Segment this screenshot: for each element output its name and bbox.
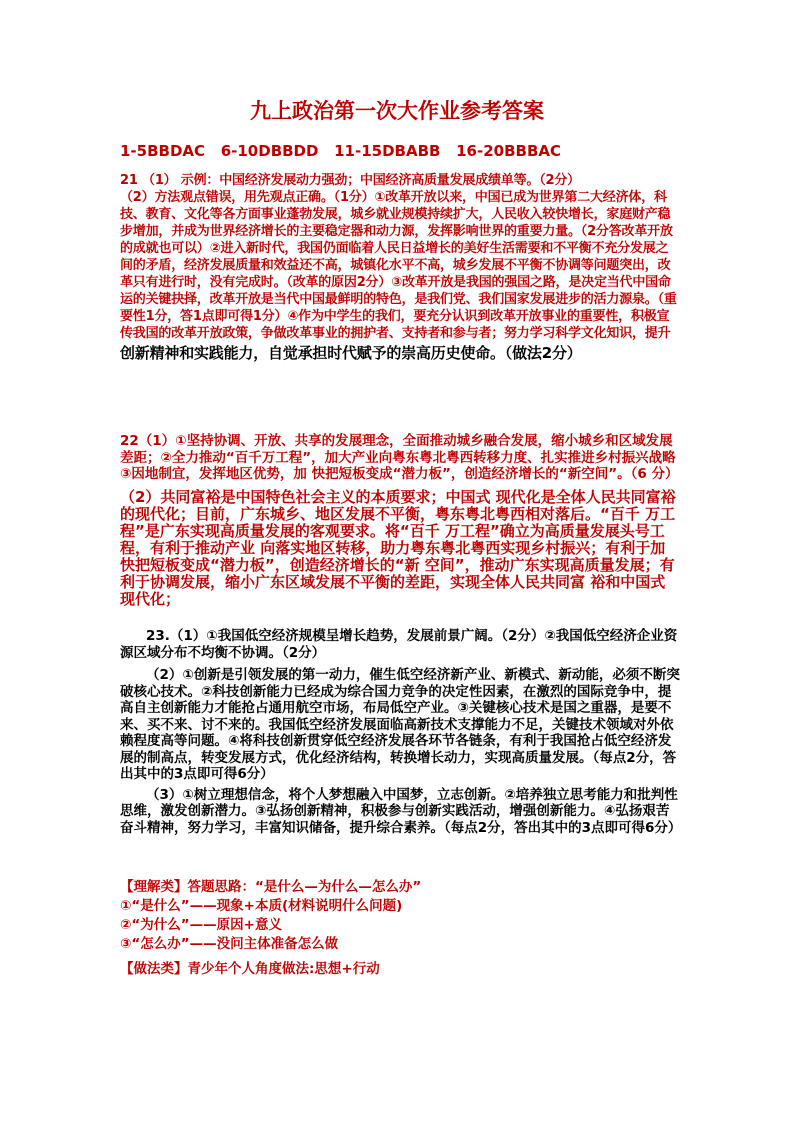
- tip-why: ②“为什么”——原因+意义: [120, 917, 282, 933]
- q22-part2: （2）共同富裕是中国特色社会主义的本质要求；中国式 现代化是全体人民共同富裕的现代化；目前，广东城乡、地区发展不平衡，粤东粤北粤西相对落后。“百千 万工程”是广东实现高质量发展的客观要求。将“百千 万工程”确立为高质量发展头号工程，有利于推动产业 向落实地区转移，助力粤东粤北粤西实现乡村振兴；有利于加快把短板变成“潜力板”，创造经济增长的“新 空间”，推动广东实现高质量发展；有利于协调发展，缩小广东区域发展不平衡的差距，实现全体人民共同富 裕和中国式现代化；: [120, 487, 676, 608]
- tip-what: ①“是什么”——现象+本质(材料说明什么问题): [120, 898, 403, 914]
- q23-part2: （2）①创新是引领发展的第一动力，催生低空经济新产业、新模式、新动能，必须不断突破核心技术。②科技创新能力已经成为综合国力竞争的决定性因素，在激烈的国际竞争中，提高自主创新能力才能抢占通用航空市场，布局低空产业。③关键核心技术是国之重器，是要不来、买不来、讨不来的。我国低空经济发展面临高新技术支撑能力不足，关键技术领域对外依赖程度高等问题。④将科技创新贯穿低空经济发展各环节各链条，有利于我国抢占低空经济发展的制高点，转变发展方式，优化经济结构，转换增长动力，实现高质量发展。（每点2分，答出其中的3点即可得6分）: [120, 667, 680, 782]
- q23-part3: （3）①树立理想信念，将个人梦想融入中国梦，立志创新。②培养独立思考能力和批判性思维，激发创新潜力。③弘扬创新精神，积极参与创新实践活动，增强创新能力。④弘扬艰苦奋斗精神，努力学习，丰富知识储备，提升综合素养。（每点2分，答出其中的3点即可得6分）: [120, 786, 682, 836]
- tip-how: ③“怎么办”——没问主体准备怎么做: [120, 936, 339, 952]
- question-21: [120, 172, 680, 364]
- q21-part2: （2）方法观点错误，用先观点正确。（1分）①改革开放以来，中国已成为世界第二大经济体，科技、教育、文化等各方面事业蓬勃发展，城乡就业规模持续扩大，人民收入较快增长，家庭财产稳步增加，并成为世界经济增长的主要稳定器和动力源，发挥影响世界的重要力量。（2分答改革开放的成就也可以）②进入新时代，我国仍面临着人民日益增长的美好生活需要和不平衡不充分发展之间的矛盾，经济发展质量和效益还不高，城镇化水平不高，城乡发展不平衡不协调等问题突出，改革只有进行时，没有完成时。（改革的原因2分）③改革开放是我国的强国之路，是决定当代中国命运的关键抉择，改革开放是当代中国最鲜明的特色，是我们党、我们国家发展进步的活力源泉。（重要性1分，答1点即可得1分）④作为中学生的我们，要充分认识到改革开放事业的重要性，积极宣传我国的改革开放政策，争做改革事业的拥护者、支持者和参与者；努力学习科学文化知识，提升: [120, 190, 677, 341]
- q22-part1: 22（1）①坚持协调、开放、共享的发展理念，全面推动城乡融合发展，缩小城乡和区域发展差距；②全力推动“百千万工程”，加大产业向粤东粤北粤西转移力度、扎实推进乡村振兴战略 ③因地制宜，发挥地区优势，加 快把短板变成“潜力板”，创造经济增长的“新空间”。（6 分）: [120, 433, 679, 482]
- tip-method: 【做法类】青少年个人角度做法:思想+行动: [120, 961, 380, 977]
- question-23: [120, 628, 680, 836]
- multiple-choice-answers: 1-5BBDAC 6-10DBBDD 11-15DBABB 16-20BBBAC: [120, 142, 562, 160]
- question-22: [120, 433, 680, 608]
- q21-part1: 21 （1） 示例：中国经济发展动力强劲；中国经济高质量发展成绩单等。（2分）: [120, 173, 580, 188]
- q21-part2-tail: 创新精神和实践能力，自觉承担时代赋予的崇高历史使命。（做法2分）: [120, 344, 582, 362]
- page-title: 九上政治第一次大作业参考答案: [250, 99, 544, 123]
- q23-part1: 23.（1）①我国低空经济规模呈增长趋势，发展前景广阔。（2分）②我国低空经济企业资源区域分布不均衡不协调。（2分）: [120, 628, 678, 661]
- answer-tips: [120, 878, 680, 979]
- tip-understanding: 【理解类】答题思路：“是什么—为什么—怎么办”: [120, 879, 422, 895]
